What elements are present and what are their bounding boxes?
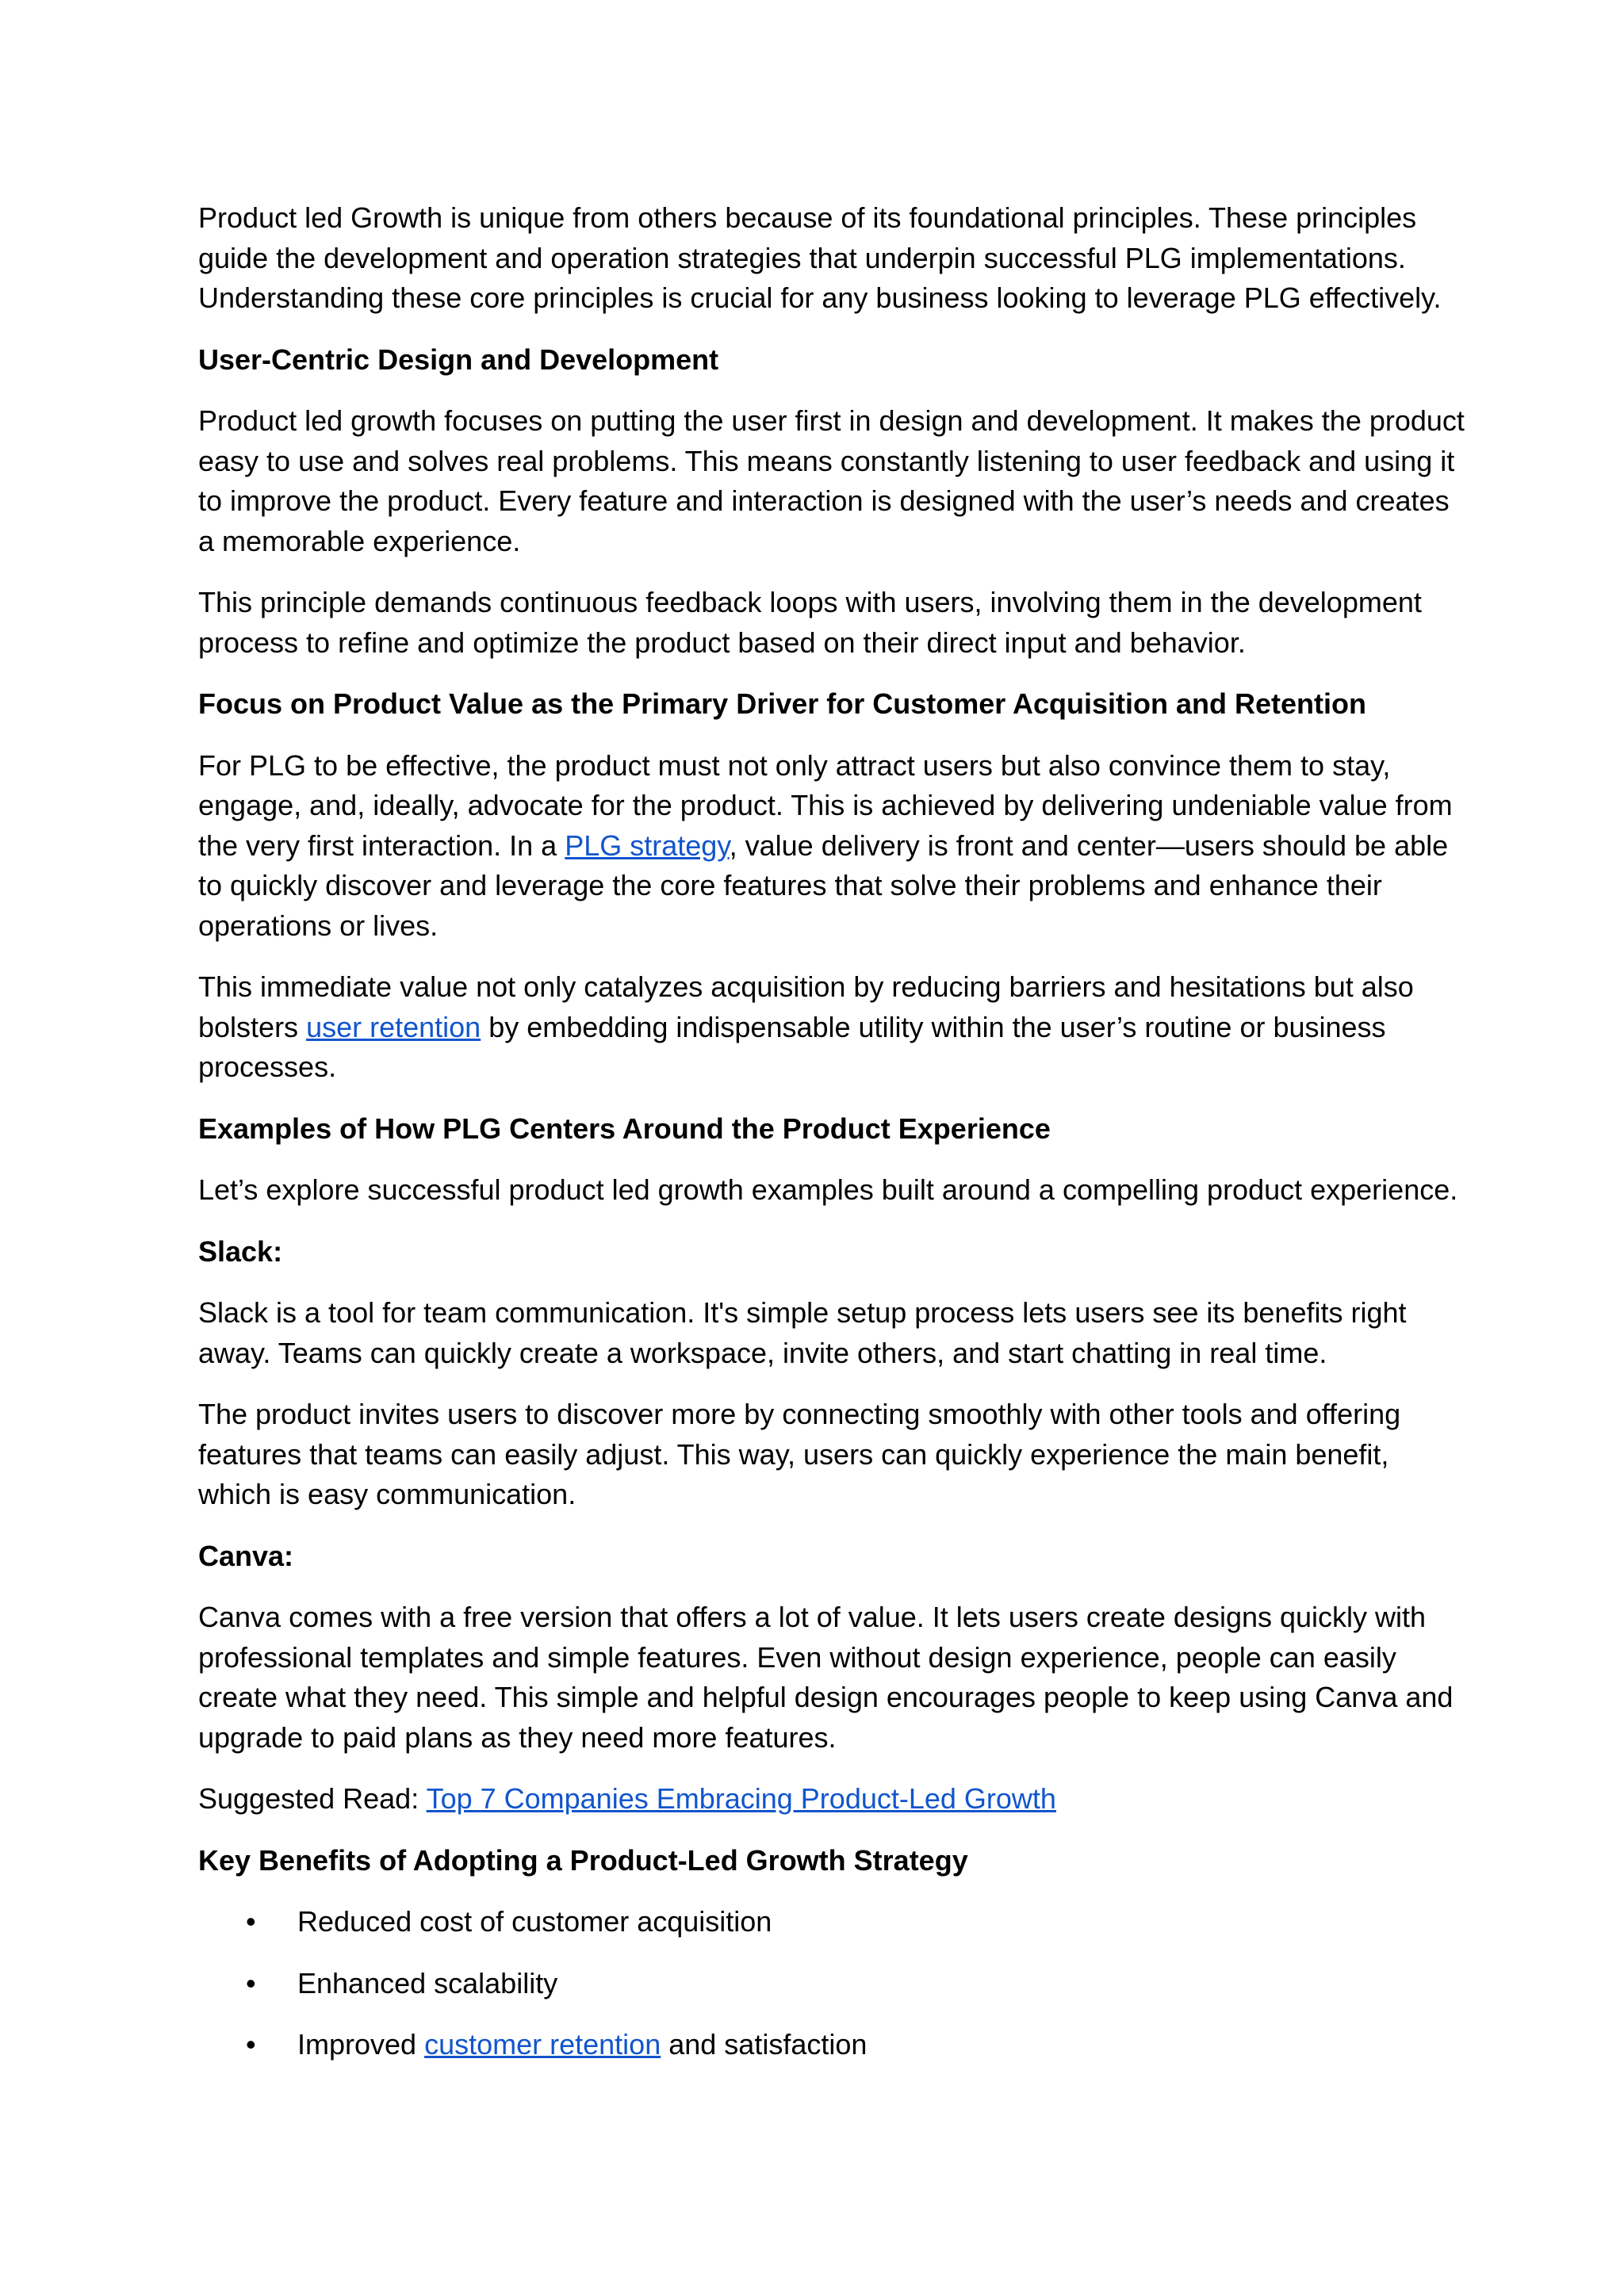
heading-user-centric: User-Centric Design and Development [198,342,719,376]
document-page [198,198,1467,2087]
heading-product-value: Focus on Product Value as the Primary Driver for Customer Acquisition and Retention [198,687,1366,720]
canva-paragraph: Canva comes with a free version that offers a lot of value. It lets users create designs quickly with professional templates and simple features. Even without design experience, people can easily create what they need. This simple and helpful design encourages people to keep using Canva and upgrade to paid plans as they need more features. [198,1601,1454,1754]
examples-intro-paragraph: Let’s explore successful product led growth examples built around a compelling product experience. [198,1173,1458,1206]
heading-slack: Slack: [198,1234,283,1268]
text-run: by embedding indispensable utility within the user’s routine or business processes. [198,1010,1386,1083]
text-run: and satisfaction [661,2028,868,2061]
customer-retention-link[interactable]: customer retention [424,2028,661,2061]
bullet-icon: • [246,1966,256,1999]
suggested-read-prefix: Suggested Read: [198,1782,427,1815]
suggested-read [198,1779,1467,1820]
text-run: For PLG to be effective, the product must not only attract users but also convince them to stay, engage, and, ideally, advocate for the product. This is achieved by delivering undeniable value from the very first interaction. In a [198,748,1453,862]
suggested-read-link[interactable]: Top 7 Companies Embracing Product-Led Growth [426,1782,1056,1815]
product-value-paragraph-1 [198,746,1467,947]
list-item-text: Enhanced scalability [297,1966,558,1999]
list-item [198,1902,1467,1942]
user-centric-paragraph-2: This principle demands continuous feedback loops with users, involving them in the development process to refine and optimize the product based on their direct input and behavior. [198,586,1422,659]
benefits-list [198,1902,1467,2065]
list-item-text: Reduced cost of customer acquisition [297,1905,772,1938]
heading-examples: Examples of How PLG Centers Around the Product Experience [198,1112,1051,1145]
slack-paragraph-1: Slack is a tool for team communication. It's simple setup process lets users see its benefits right away. Teams can quickly create a workspace, invite others, and start chatting in real time. [198,1296,1407,1369]
product-value-paragraph-2 [198,967,1467,1088]
bullet-icon: • [246,2028,256,2061]
user-centric-paragraph-1: Product led growth focuses on putting the user first in design and development. It makes the product easy to use and solves real problems. This means constantly listening to user feedback and using it to improve the product. Every feature and interaction is designed with the user’s needs and creates a memorable experience. [198,404,1465,557]
text-run: This immediate value not only catalyzes acquisition by reducing barriers and hesitations but also bolsters [198,970,1414,1043]
list-item [198,1964,1467,2004]
text-run: Improved [297,2028,425,2061]
intro-paragraph: Product led Growth is unique from others because of its foundational principles. These principles guide the development and operation strategies that underpin successful PLG implementations. Understanding these core principles is crucial for any business looking to leverage PLG effectively. [198,201,1442,314]
text-run: , value delivery is front and center—users should be able to quickly discover and leverage the core features that solve their problems and enhance their operations or lives. [198,828,1449,942]
user-retention-link[interactable]: user retention [306,1010,481,1043]
bullet-icon: • [246,1905,256,1938]
list-item [198,2025,1467,2065]
plg-strategy-link[interactable]: PLG strategy [565,828,730,862]
heading-canva: Canva: [198,1539,294,1572]
heading-key-benefits: Key Benefits of Adopting a Product-Led Growth Strategy [198,1843,968,1877]
slack-paragraph-2: The product invites users to discover more by connecting smoothly with other tools and offering features that teams can easily adjust. This way, users can quickly experience the main benefit, which is easy communication. [198,1398,1401,1510]
